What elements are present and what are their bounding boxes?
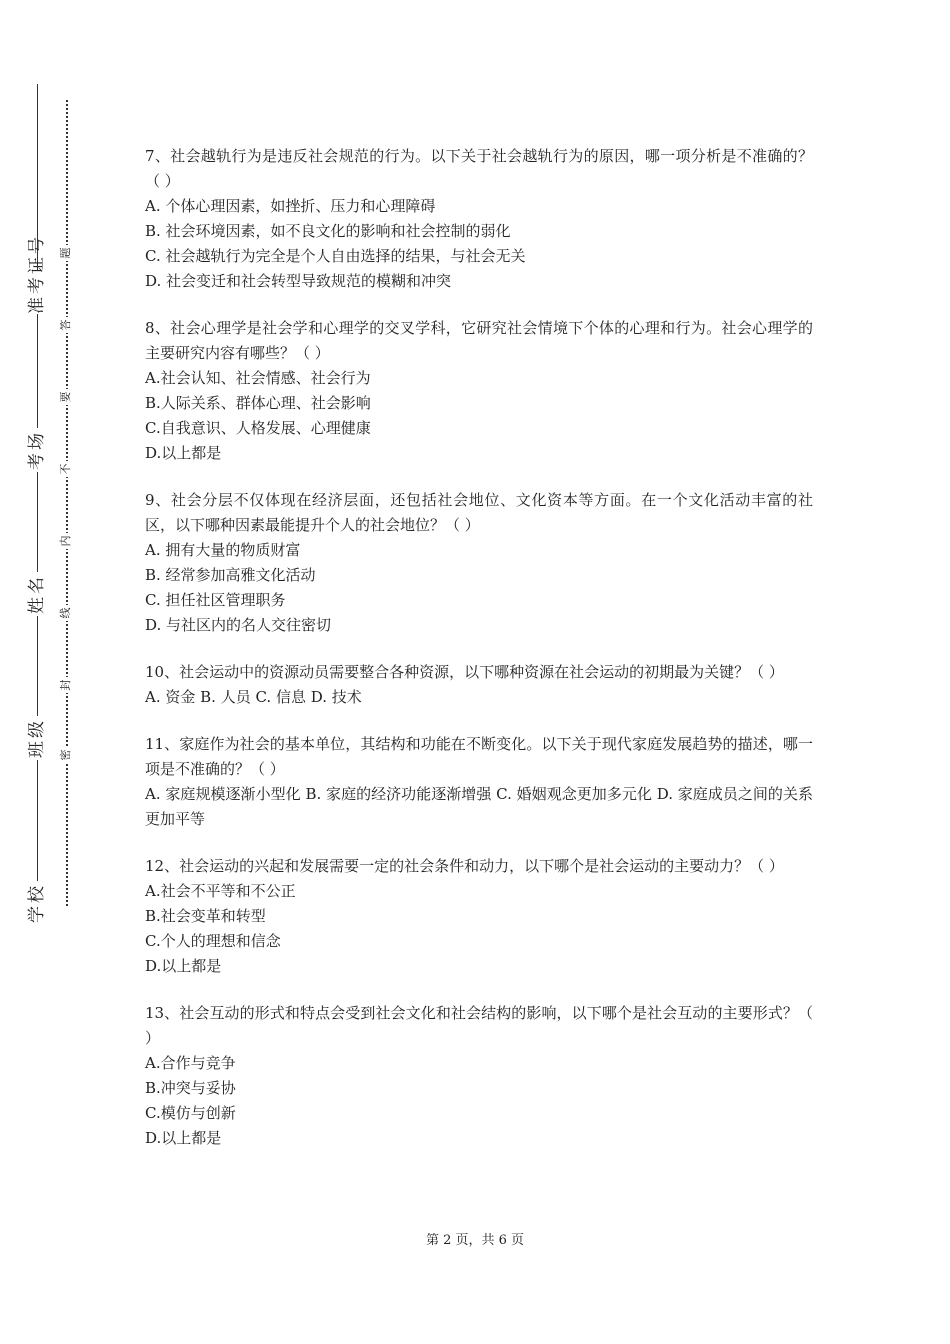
option-c: C.自我意识、人格发展、心理健康	[145, 419, 371, 437]
option-b: B.人际关系、群体心理、社会影响	[145, 394, 371, 412]
option-b: B. 社会环境因素，如不良文化的影响和社会控制的弱化	[145, 222, 511, 240]
field-name-label: 姓名	[27, 574, 47, 614]
seal-char: 题	[59, 245, 73, 261]
question-10	[145, 660, 813, 710]
option-c: C. 担任社区管理职务	[145, 591, 286, 609]
question-list	[145, 144, 813, 1173]
seal-char: 线	[59, 605, 73, 621]
option-d: D. 与社区内的名人交往密切	[145, 616, 332, 634]
page-footer: 第 2 页，共 6 页	[425, 1233, 525, 1248]
field-exam-room-label: 考场	[27, 430, 47, 470]
option-b: B. 经常参加高雅文化活动	[145, 566, 316, 584]
question-stem: 13、社会互动的形式和特点会受到社会文化和社会结构的影响，以下哪个是社会互动的主要形式？（ ）	[145, 1004, 813, 1047]
question-stem: 9、社会分层不仅体现在经济层面，还包括社会地位、文化资本等方面。在一个文化活动丰富的社区，以下哪种因素最能提升个人的社会地位？（ ）	[145, 491, 813, 534]
question-stem: 10、社会运动中的资源动员需要整合各种资源，以下哪种资源在社会运动的初期最为关键？（ ）	[145, 663, 784, 681]
option-d: D. 社会变迁和社会转型导致规范的模糊和冲突	[145, 272, 452, 290]
binding-dotted-line	[66, 100, 68, 906]
option-c: C. 社会越轨行为完全是个人自由选择的结果，与社会无关	[145, 247, 526, 265]
option-a: A. 拥有大量的物质财富	[145, 541, 301, 559]
question-stem: 11、家庭作为社会的基本单位，其结构和功能在不断变化。以下关于现代家庭发展趋势的描述，哪一项是不准确的？（ ）	[145, 735, 813, 778]
option-b: B.社会变革和转型	[145, 907, 266, 925]
option-a: A. 个体心理因素，如挫折、压力和心理障碍	[145, 197, 436, 215]
question-12	[145, 854, 813, 979]
binding-margin	[0, 0, 90, 1344]
seal-char: 不	[59, 461, 73, 477]
field-class-label: 班级	[27, 718, 47, 758]
option-d: D.以上都是	[145, 1129, 222, 1147]
seal-char: 答	[59, 317, 73, 333]
options-inline: A. 家庭规模逐渐小型化 B. 家庭的经济功能逐渐增强 C. 婚姻观念更加多元化 D. 家庭成员之间的关系更加平等	[145, 785, 813, 828]
seal-char: 封	[59, 677, 73, 693]
question-stem: 12、社会运动的兴起和发展需要一定的社会条件和动力，以下哪个是社会运动的主要动力？（ ）	[145, 857, 784, 875]
options-inline: A. 资金 B. 人员 C. 信息 D. 技术	[145, 688, 362, 706]
question-stem: 8、社会心理学是社会学和心理学的交叉学科，它研究社会情境下个体的心理和行为。社会心理学的主要研究内容有哪些？（ ）	[145, 319, 813, 362]
field-exam-number-label: 准考证号	[27, 234, 47, 314]
option-c: C.模仿与创新	[145, 1104, 236, 1122]
binding-solid-line	[37, 84, 38, 922]
question-13	[145, 1001, 813, 1151]
question-9	[145, 488, 813, 638]
question-7	[145, 144, 813, 294]
question-stem: 7、社会越轨行为是违反社会规范的行为。以下关于社会越轨行为的原因，哪一项分析是不准确的？（ ）	[145, 147, 813, 190]
option-b: B.冲突与妥协	[145, 1079, 236, 1097]
option-a: A.社会认知、社会情感、社会行为	[145, 369, 371, 387]
seal-char: 要	[59, 389, 73, 405]
seal-char: 内	[59, 533, 73, 549]
option-c: C.个人的理想和信念	[145, 932, 281, 950]
option-a: A.社会不平等和不公正	[145, 882, 296, 900]
question-8	[145, 316, 813, 466]
option-a: A.合作与竞争	[145, 1054, 236, 1072]
field-school-label: 学校	[27, 883, 47, 923]
seal-char: 密	[59, 747, 73, 763]
option-d: D.以上都是	[145, 444, 222, 462]
option-d: D.以上都是	[145, 957, 222, 975]
question-11	[145, 732, 813, 832]
